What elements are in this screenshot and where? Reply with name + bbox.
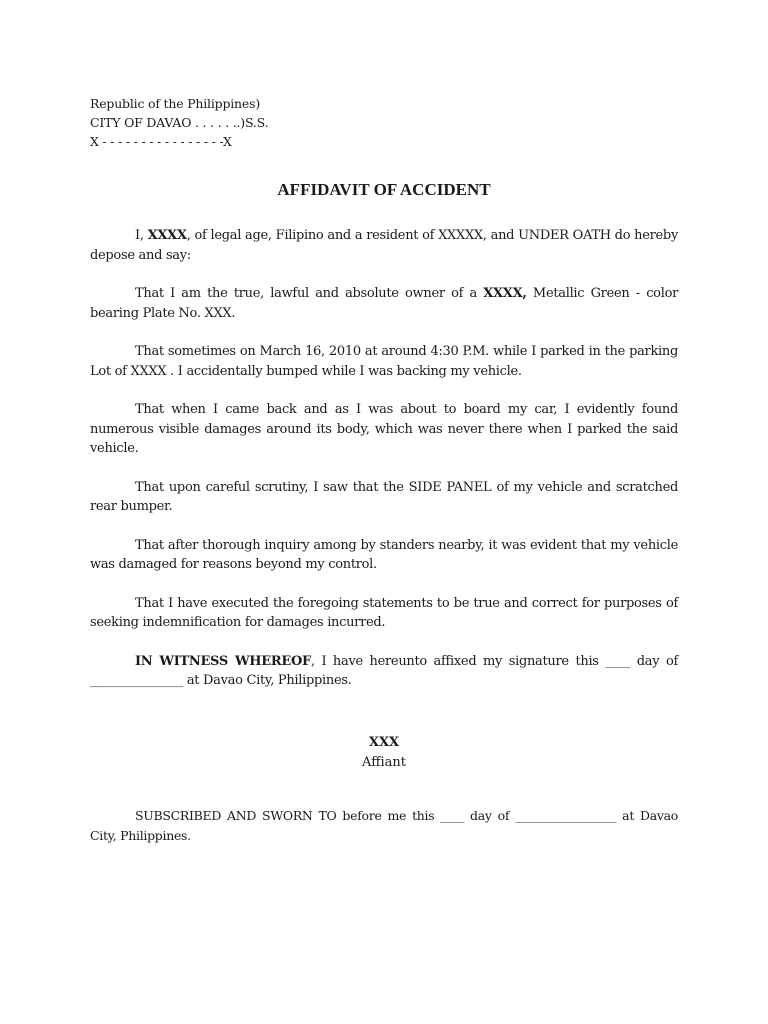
paragraph-ownership-text-b: Metallic Green - color bearing Plate No. XXX. (90, 286, 679, 321)
affiant-name-placeholder: XXXX (147, 228, 187, 243)
caption-city: CITY OF DAVAO . . . . . ..)S.S. (90, 115, 269, 130)
affidavit-document (90, 94, 678, 846)
paragraph-ownership (90, 284, 678, 323)
affiant-signature-name: XXX (368, 734, 400, 750)
caption-republic: Republic of the Philippines) (90, 96, 260, 111)
paragraph-intro-text-b: , of legal age, Filipino and a resident of XXXXX, and UNDER OATH do hereby depose and say: (90, 228, 678, 263)
jurat-clause: SUBSCRIBED AND SWORN TO before me this ____ day of _________________ at Davao City, Philippines. (90, 807, 678, 843)
paragraph-intro (90, 226, 678, 265)
vehicle-placeholder: XXXX, (483, 286, 527, 301)
paragraph-ownership-text-a: That I am the true, lawful and absolute owner of a (135, 286, 484, 301)
paragraph-damages: That when I came back and as I was about to board my car, I evidently found numerous visible damages around its body, which was never there when I parked the said vehicle. (90, 402, 678, 456)
venue-caption (90, 94, 678, 151)
caption-separator: X - - - - - - - - - - - - - - - -X (90, 134, 232, 149)
paragraph-intro-text-a: I, (135, 228, 148, 243)
paragraph-witness-text: , I have hereunto affixed my signature this ____ day of _______________ at Davao City, Philippines. (90, 653, 678, 688)
document-body (90, 226, 678, 691)
paragraph-inquiry: That after thorough inquiry among by standers nearby, it was evident that my vehicle was damaged for reasons beyond my control. (90, 537, 678, 572)
signature-block (90, 733, 678, 773)
document-title: AFFIDAVIT OF ACCIDENT (277, 180, 491, 199)
witness-whereof-heading: IN WITNESS WHEREOF (135, 653, 311, 669)
paragraph-purpose: That I have executed the foregoing statements to be true and correct for purposes of seeking indemnification for damages incurred. (90, 595, 678, 630)
paragraph-witness (90, 652, 678, 691)
affiant-label: Affiant (362, 754, 406, 770)
paragraph-scrutiny: That upon careful scrutiny, I saw that the SIDE PANEL of my vehicle and scratched rear bumper. (90, 479, 678, 514)
paragraph-incident: That sometimes on March 16, 2010 at around 4:30 P.M. while I parked in the parking Lot of XXXX . I accidentally bumped while I was backing my vehicle. (90, 344, 678, 379)
